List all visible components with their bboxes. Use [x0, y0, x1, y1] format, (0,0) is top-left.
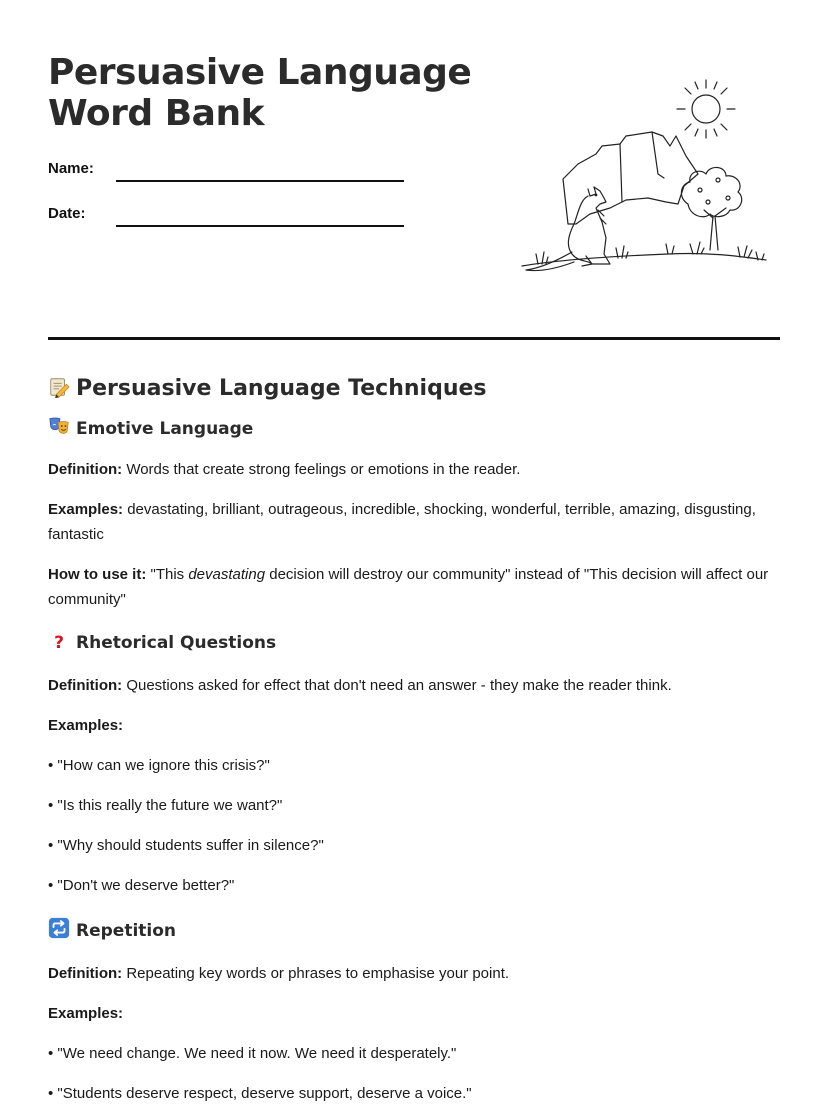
repetition-definition-text: Repeating key words or phrases to emphasise your point. [126, 965, 510, 982]
emotive-howto-emphasis: devastating [188, 566, 266, 583]
rhetorical-title-text: Rhetorical Questions [76, 633, 277, 653]
rhetorical-definition-text: Questions asked for effect that don't need an answer - they make the reader think. [126, 677, 672, 694]
date-field[interactable] [116, 225, 404, 227]
repetition-definition [48, 961, 780, 986]
repetition-title-text: Repetition [76, 921, 177, 941]
emotive-title-text: Emotive Language [76, 419, 254, 439]
australia-kangaroo-illustration [518, 74, 770, 280]
repeat-arrows-icon [48, 917, 70, 939]
rhetorical-example-item: • "How can we ignore this crisis?" [48, 757, 270, 774]
title-line-2: Word Bank [48, 93, 265, 134]
emotive-howto [48, 562, 780, 612]
title-line-1: Persuasive Language [48, 52, 472, 93]
emotive-title [48, 415, 780, 443]
rhetorical-title [48, 629, 780, 657]
emotive-definition-label: Definition: [48, 461, 123, 478]
red-question-mark-icon: ? [54, 633, 64, 653]
name-field[interactable] [116, 180, 404, 182]
repetition-examples-label [48, 1001, 780, 1026]
repetition-example-item: • "Students deserve respect, deserve support, deserve a voice." [48, 1085, 472, 1102]
rhetorical-example-item: • "Why should students suffer in silence?" [48, 837, 324, 854]
rhetorical-examples-label [48, 713, 780, 738]
australia-map-outline [563, 132, 698, 224]
repetition-definition-label: Definition: [48, 965, 123, 982]
header-divider [48, 337, 780, 340]
repetition-title [48, 917, 780, 945]
sun-icon [677, 80, 735, 138]
techniques-heading-text: Persuasive Language Techniques [76, 376, 487, 401]
date-label: Date: [48, 205, 86, 222]
emotive-howto-after: decision will destroy our community" instead of "This decision will affect our community" [48, 566, 769, 608]
emotive-examples-text: devastating, brilliant, outrageous, incredible, shocking, wonderful, terrible, amazing, disgusting, fantastic [48, 501, 756, 543]
techniques-section [48, 370, 780, 1106]
emotive-examples-label: Examples: [48, 501, 124, 518]
emotive-definition-text: Words that create strong feelings or emotions in the reader. [126, 461, 521, 478]
emotive-howto-label: How to use it: [48, 566, 147, 583]
theatre-masks-icon [48, 415, 70, 437]
worksheet-title [48, 52, 471, 134]
emotive-definition [48, 457, 780, 482]
memo-pencil-icon [48, 376, 70, 398]
rhetorical-examples-label-text: Examples: [48, 717, 124, 734]
repetition-example-item: • "We need change. We need it now. We need it desperately." [48, 1045, 457, 1062]
grass-ground [522, 242, 766, 266]
rhetorical-example-item: • "Don't we deserve better?" [48, 877, 235, 894]
name-label: Name: [48, 160, 94, 177]
emotive-examples [48, 497, 780, 547]
emotive-howto-before: "This [150, 566, 189, 583]
repetition-examples-label-text: Examples: [48, 1005, 124, 1022]
rhetorical-definition-label: Definition: [48, 677, 123, 694]
techniques-heading [48, 370, 780, 408]
rhetorical-definition [48, 673, 780, 698]
rhetorical-example-item: • "Is this really the future we want?" [48, 797, 283, 814]
